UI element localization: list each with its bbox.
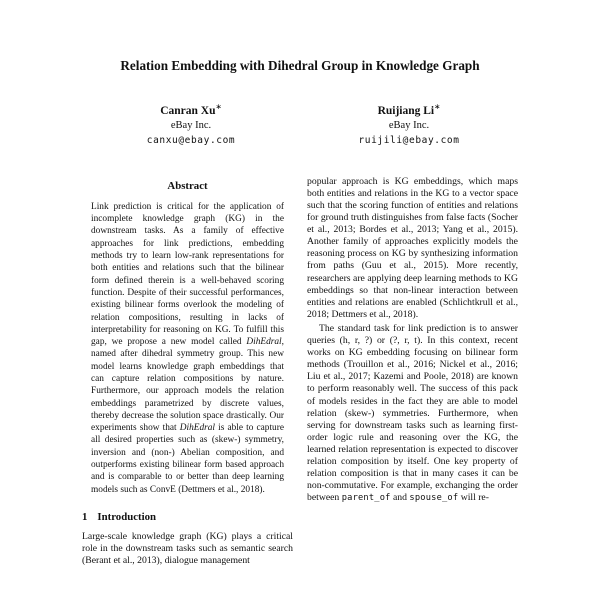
paragraph-2-part-3: will re- <box>458 492 489 504</box>
relation-token-parent-of: parent_of <box>341 493 391 504</box>
author-1-email: canxu@ebay.com <box>146 134 236 146</box>
abstract-part-1: Link prediction is critical for the application of incomplete knowledge graph (KG) in the downstream tasks. As a family of effective approaches for link predictions, embedding methods try to learn low-rank representations for both entities and relations such that the bilinear form defined therein is a well-behaved scoring function. Despite of their successful performances, existing bilinear forms overlook the modeling of relation compositions, resulting in lacks of interpretability for reasoning on KG. To fulfill this gap, we propose a new model called <box>91 201 284 348</box>
relation-token-spouse-of: spouse_of <box>409 493 459 504</box>
author-block <box>82 100 518 148</box>
right-column-paragraph-1: popular approach is KG embeddings, which maps both entities and relations in the KG to a vector space such that the scoring function of entities and relations for ground truth distinguishes from false facts (Socher et al., 2013; Bordes et al., 2013; Yang et al., 2015). Another family of approaches explicitly models the reasoning process on KG by synthesizing information from paths (Guu et al., 2015). More recently, researchers are applying deep learning methods to KG embeddings so that non-linear interaction between entities and relations are enabled (Schlichtkrull et al., 2018; Dettmers et al., 2018). <box>307 175 518 320</box>
model-name-italic: DihEdral <box>246 337 282 348</box>
abstract-text <box>82 201 293 496</box>
author-1-name <box>82 100 300 118</box>
left-column <box>82 176 293 567</box>
abstract-part-2: , named after dihedral symmetry group. This new model learns knowledge graph embeddings that can capture relation compositions by nature. Furthermore, our approach models the relation embeddings parametrized by discrete values, thereby decrease the solution space drastically. Our experiments show that <box>91 337 284 434</box>
paragraph-2-part-2: and <box>390 492 410 504</box>
author-2-name <box>300 100 518 118</box>
author-2-affiliation: eBay Inc. <box>388 119 430 131</box>
section-title: Introduction <box>97 510 157 523</box>
author-1-name-text: Canran Xu <box>160 104 216 117</box>
paragraph-2-part-1: The standard task for link prediction is to answer queries (h, r, ?) or (?, r, t). In this context, recent works on KG embedding focusing on bilinear form methods (Trouillon et al., 2016; Nickel et al., 2016; Liu et al., 2017; Kazemi and Poole, 2018) are known to perform reasonably well. The success of this pack of models resides in the fact they are able to model relation (skew-) symmetries. Furthermore, when serving for downstream tasks such as learning first-order logic rule and reasoning over the KG, the learned relation representation is expected to discover relation composition by itself. One key property of relation composition is that in many cases it can be non-commutative. For example, exchanging the order between <box>307 322 518 504</box>
abstract-heading: Abstract <box>167 179 208 192</box>
right-column <box>307 176 518 567</box>
author-2-name-text: Ruijiang Li <box>377 104 435 117</box>
author-1-affiliation: eBay Inc. <box>170 119 212 131</box>
abstract-part-3: is able to capture all desired properties such as (skew-) symmetry, inversion and (non-) Abelian composition, and outperforms existing bilinear form based approach and is comparable to or better than deep learning models such as ConvE (Dettmers et al., 2018). <box>91 423 284 495</box>
author-2-footnote-mark: ∗ <box>434 102 441 111</box>
right-column-paragraph-2 <box>307 323 518 504</box>
author-1 <box>82 100 300 148</box>
section-heading-introduction <box>82 511 293 523</box>
model-name-italic: DihEdral <box>179 423 216 434</box>
author-1-footnote-mark: ∗ <box>215 102 222 111</box>
author-2 <box>300 100 518 148</box>
introduction-paragraph: Large-scale knowledge graph (KG) plays a critical role in the downstream tasks such as semantic search (Berant et al., 2013), dialogue management <box>82 530 293 567</box>
section-number: 1 <box>82 510 88 523</box>
two-column-body <box>82 176 518 567</box>
paper-title: Relation Embedding with Dihedral Group in Knowledge Graph <box>120 58 480 73</box>
author-2-email: ruijili@ebay.com <box>358 134 460 146</box>
